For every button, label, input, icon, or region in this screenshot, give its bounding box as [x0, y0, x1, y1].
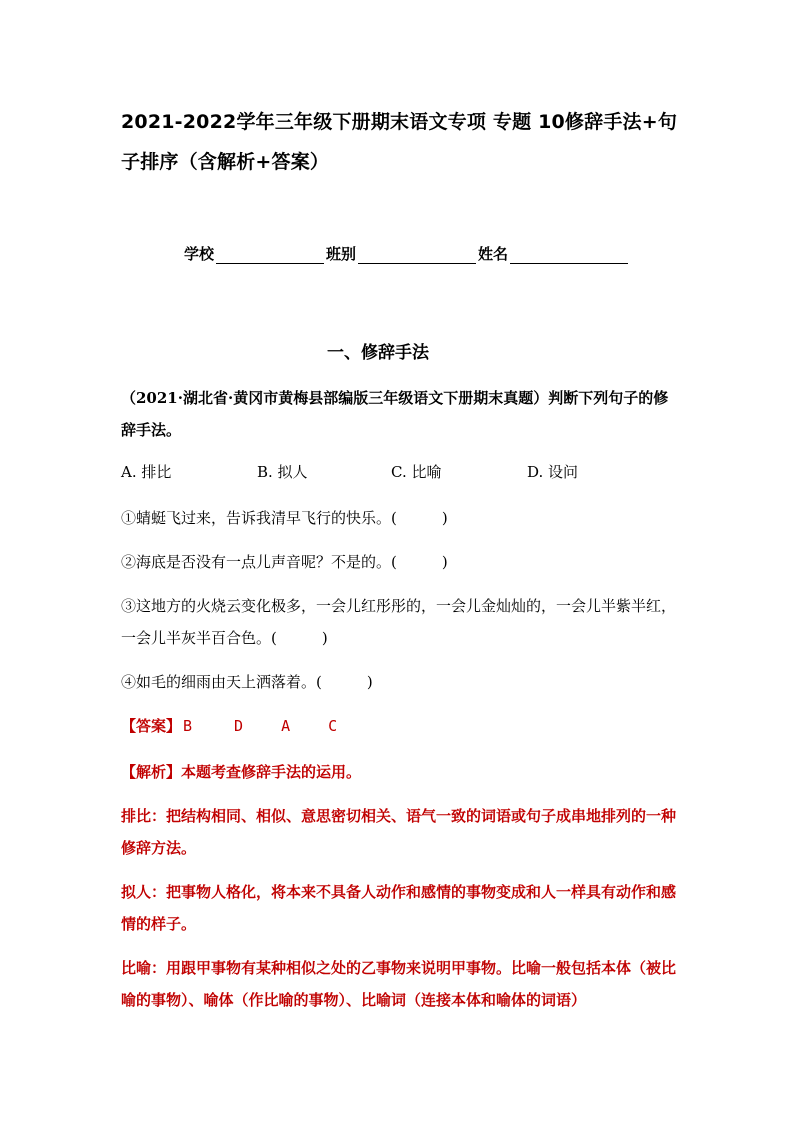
analysis-paixi: 排比：把结构相同、相似、意思密切相关、语气一致的词语或句子成串地排列的一种修辞方法。 [121, 807, 677, 857]
question-stem: （2021·湖北省·黄冈市黄梅县部编版三年级语文下册期末真题）判断下列句子的修辞手法。 [121, 389, 669, 439]
analysis-biyu: 比喻：用跟甲事物有某种相似之处的乙事物来说明甲事物。比喻一般包括本体（被比喻的事物）、喻体（作比喻的事物）、比喻词（连接本体和喻体的词语） [121, 959, 677, 1009]
school-blank[interactable] [216, 247, 324, 264]
section-heading: 一、修辞手法 [327, 343, 429, 363]
option-a: A. 排比 [121, 463, 172, 481]
class-label: 班别 [326, 245, 357, 263]
answer-value-4: C [328, 717, 338, 735]
analysis-line [121, 756, 681, 788]
name-blank[interactable] [510, 247, 628, 264]
document-title: 2021-2022学年三年级下册期末语文专项 专题 10修辞手法+句子排序（含解析+答案） [121, 111, 678, 173]
answer-value-3: A [281, 717, 291, 735]
question-item-3: ③这地方的火烧云变化极多，一会儿红彤彤的，一会儿金灿灿的，一会儿半紫半红，一会儿半灰半百合色。( ) [121, 597, 677, 647]
analysis-intro: 本题考查修辞手法的运用。 [181, 763, 362, 781]
option-c: C. 比喻 [391, 463, 442, 481]
student-info-line [184, 243, 630, 264]
question-item-4: ④如毛的细雨由天上洒落着。( ) [121, 673, 373, 691]
school-label: 学校 [184, 245, 215, 263]
option-d: D. 设问 [527, 463, 579, 481]
answer-value-2: D [234, 717, 244, 735]
analysis-label: 【解析】 [121, 763, 182, 781]
name-label: 姓名 [478, 245, 509, 263]
analysis-niren: 拟人：把事物人格化，将本来不具备人动作和感情的事物变成和人一样具有动作和感情的样子。 [121, 883, 677, 933]
answer-value-1: B [183, 717, 193, 735]
answer-line [121, 714, 337, 738]
question-item-1: ①蜻蜓飞过来，告诉我清早飞行的快乐。( ) [121, 509, 448, 527]
class-blank[interactable] [358, 247, 476, 264]
answer-label: 【答案】 [121, 717, 182, 735]
question-item-2: ②海底是否没有一点儿声音呢？不是的。( ) [121, 553, 448, 571]
option-b: B. 拟人 [257, 463, 308, 481]
